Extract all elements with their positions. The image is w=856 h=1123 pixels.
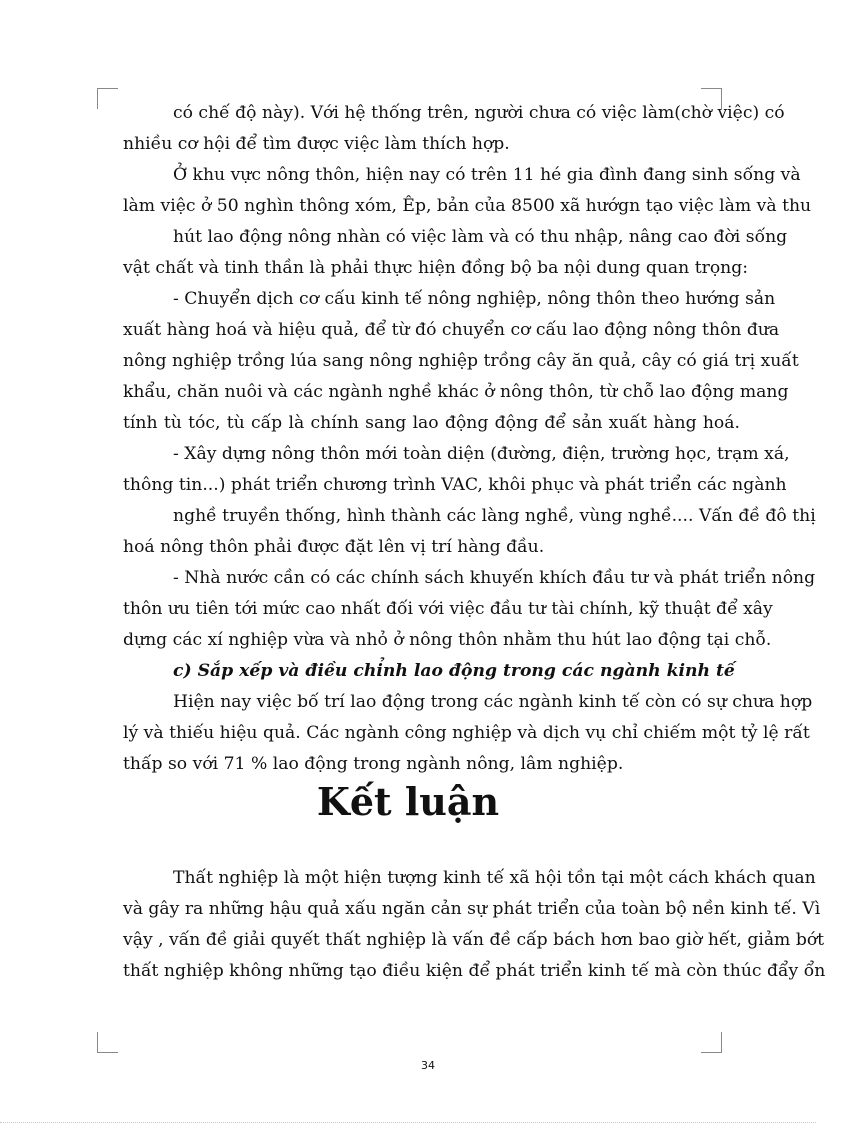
text-line: tính tù tóc, tù cấp là chính sang lao động động để sản xuất hàng hoá. [123, 413, 740, 433]
text-line: nhiều cơ hội để tìm được việc làm thích hợp. [123, 134, 510, 154]
page-number: 34 [421, 1059, 435, 1072]
crop-mark-top-left [97, 88, 118, 109]
text-line: thôn ưu tiên tới mức cao nhất đối với việc đầu tư tài chính, kỹ thuật để xây [123, 599, 773, 619]
text-line: hút lao động nông nhàn có việc làm và có thu nhập, nâng cao đời sống [173, 227, 788, 247]
text-line: nông nghiệp trồng lúa sang nông nghiệp trồng cây ăn quả, cây có giá trị xuất [123, 351, 799, 371]
crop-mark-bottom-right [701, 1032, 722, 1053]
text-line: khẩu, chăn nuôi và các ngành nghề khác ở nông thôn, từ chỗ lao động mang [123, 382, 789, 402]
body-text [123, 98, 816, 780]
text-line: và gây ra những hậu quả xấu ngăn cản sự phát triển của toàn bộ nền kinh tế. Vì [123, 899, 821, 919]
text-line: thông tin...) phát triển chương trình VAC, khôi phục và phát triển các ngành [123, 475, 787, 495]
text-line: thất nghiệp không những tạo điều kiện để phát triển kinh tế mà còn thúc đẩy ổn [123, 961, 826, 981]
text-line: vậy , vấn đề giải quyết thất nghiệp là vấn đề cấp bách hơn bao giờ hết, giảm bớt [123, 930, 825, 950]
text-line: - Nhà nước cần có các chính sách khuyến khích đầu tư và phát triển nông [173, 568, 816, 588]
conclusion-title: Kết luận [316, 779, 500, 824]
section-heading: c) Sắp xếp và điều chỉnh lao động trong các ngành kinh tế [173, 661, 735, 681]
crop-mark-bottom-left [97, 1032, 118, 1053]
conclusion-text [123, 863, 826, 987]
text-line: vật chất và tinh thần là phải thực hiện đồng bộ ba nội dung quan trọng: [123, 258, 749, 278]
text-line: - Xây dựng nông thôn mới toàn diện (đường, điện, trường học, trạm xá, [173, 444, 790, 464]
text-line: có chế độ này). Với hệ thống trên, người chưa có việc làm(chờ việc) có [173, 103, 785, 123]
text-line: lý và thiếu hiệu quả. Các ngành công nghiệp và dịch vụ chỉ chiếm một tỷ lệ rất [123, 723, 810, 743]
text-line: hoá nông thôn phải được đặt lên vị trí hàng đầu. [123, 537, 545, 557]
text-line: xuất hàng hoá và hiệu quả, để từ đó chuyển cơ cấu lao động nông thôn đưa [123, 320, 780, 340]
text-line: nghề truyền thống, hình thành các làng nghề, vùng nghề.... Vấn đề đô thị [173, 506, 816, 526]
text-line: - Chuyển dịch cơ cấu kinh tế nông nghiệp, nông thôn theo hướng sản [173, 289, 776, 309]
text-line: thấp so với 71 % lao động trong ngành nông, lâm nghiệp. [123, 754, 624, 774]
text-line: Ở khu vực nông thôn, hiện nay có trên 11 hé gia đình đang sinh sống và [173, 165, 801, 185]
text-line: Thất nghiệp là một hiện tượng kinh tế xã hội tồn tại một cách khách quan [173, 868, 816, 888]
text-line: Hiện nay việc bố trí lao động trong các ngành kinh tế còn có sự chưa hợp [173, 692, 813, 712]
text-line: làm việc ở 50 nghìn thông xóm, Êp, bản của 8500 xã hướgn tạo việc làm và thu [123, 196, 812, 216]
text-line: dựng các xí nghiệp vừa và nhỏ ở nông thôn nhằm thu hút lao động tại chỗ. [123, 630, 772, 650]
